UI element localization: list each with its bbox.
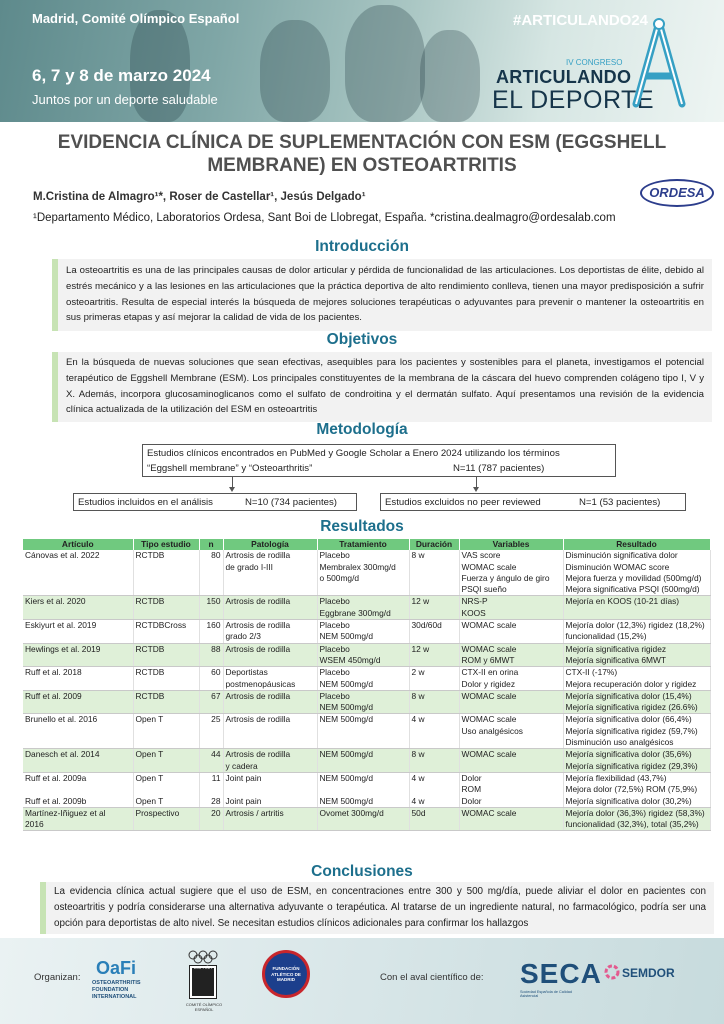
cell-line: WOMAC scale xyxy=(461,749,517,760)
cell-line: VAS score xyxy=(461,550,501,561)
table-cell-variables xyxy=(459,714,563,749)
intro-heading: Introducción xyxy=(315,238,409,255)
table-cell-treatment xyxy=(317,550,409,596)
cell-line: Dolor xyxy=(461,795,482,806)
cell-line: Placebo xyxy=(319,620,350,631)
cell-line: 2016 xyxy=(25,819,44,830)
table-cell-treatment xyxy=(317,667,409,691)
conclusions-heading: Conclusiones xyxy=(311,863,413,880)
header-organization: Madrid, Comité Olímpico Español xyxy=(32,11,240,26)
congress-title-line1: ARTICULANDO xyxy=(496,67,632,87)
cell-line: Ruff et al. 2009 xyxy=(25,690,82,701)
cell-line: NEM 500mg/d xyxy=(319,714,374,725)
cell-line: Placebo xyxy=(319,643,350,654)
cell-line xyxy=(136,784,197,795)
table-cell-article xyxy=(23,667,133,691)
cell-line: Joint pain xyxy=(225,772,262,783)
cell-line: 80 xyxy=(211,550,221,561)
cell-line: WOMAC scale xyxy=(461,807,517,818)
table-row xyxy=(23,749,710,773)
excluded-label: Estudios excluidos no peer reviewed xyxy=(385,497,541,508)
header-dates: 6, 7 y 8 de marzo 2024 xyxy=(32,66,211,85)
table-cell-result xyxy=(563,596,710,620)
congress-title-line2: EL DEPORTE xyxy=(492,86,654,114)
table-row xyxy=(23,807,710,831)
table-cell-type xyxy=(133,620,199,644)
cell-line: Fuerza y ángulo de giro xyxy=(461,572,550,583)
cell-line: Artrosis de rodilla xyxy=(225,714,291,725)
cell-line: Mejoría significativa 6MWT xyxy=(565,654,667,665)
cell-line: Mejora significativa PSQI (500mg/d) xyxy=(565,584,700,595)
table-cell-variables xyxy=(459,550,563,596)
cell-line: Open T xyxy=(135,795,164,806)
column-header: n xyxy=(199,539,223,550)
runner-silhouette xyxy=(260,20,330,122)
cell-line: Mejoría dolor (12,3%) rigidez (18,2%) xyxy=(565,620,705,631)
cell-line: Disminución WOMAC score xyxy=(565,561,670,572)
included-count: N=10 (734 pacientes) xyxy=(245,497,337,508)
cell-line: 28 xyxy=(211,795,221,806)
objectives-text: En la búsqueda de nuevas soluciones que sean efectivas, asequibles para los pacientes y sostenibles para el planeta, investigamos el potencial terapéutico de Eggshell Membrane (ESM). Los principales constituyentes de la membrana de la cáscara del huevo comprenden colágeno tipo I, V y X. Además, incorpora glucosaminoglicanos como el sulfato de condroitina y el dermatán sulfato. Aquí presentamos una revisión de la evidencia clínica actualizada de la utilización del ESM en osteoartritis xyxy=(66,357,704,416)
table-cell-pathology xyxy=(223,749,317,773)
search-box xyxy=(142,444,616,477)
column-header: Tratamiento xyxy=(317,539,409,550)
table-cell-variables xyxy=(459,690,563,714)
coe-label: ESPAÑA xyxy=(194,965,212,970)
table-cell-duration xyxy=(409,667,459,691)
cell-line: Eskiyurt et al. 2019 xyxy=(25,620,97,631)
column-header: Resultado xyxy=(563,539,710,550)
cell-line: Artrosis de rodilla xyxy=(225,690,291,701)
cell-line: Placebo xyxy=(319,550,350,561)
cell-line: 8 w xyxy=(411,690,425,701)
table-cell-duration xyxy=(409,643,459,667)
cell-line: Mejora fuerza y movilidad (500mg/d) xyxy=(565,572,702,583)
table-cell-result xyxy=(563,667,710,691)
cell-line: Disminución uso analgésicos xyxy=(565,737,674,748)
results-heading: Resultados xyxy=(320,518,404,535)
cell-line: Artrosis / artritis xyxy=(225,807,284,818)
cell-line: Mejoría significativa dolor (66,4%) xyxy=(565,714,692,725)
arrow-down-icon xyxy=(229,487,235,492)
cell-line: Joint pain xyxy=(225,795,262,806)
coe-subtitle: COMITÉ OLÍMPICO ESPAÑOL xyxy=(185,1002,223,1012)
cell-line: grado 2/3 xyxy=(225,631,261,642)
table-cell-duration xyxy=(409,596,459,620)
cell-line: WOMAC scale xyxy=(461,620,517,631)
table-cell-treatment xyxy=(317,807,409,831)
cell-line: Mejora dolor (72,5%) ROM (75,9%) xyxy=(565,784,698,795)
cell-line: postmenopáusicas xyxy=(225,678,296,689)
oafi-subtitle: OSTEOARTHRITIS FOUNDATION INTERNATIONAL xyxy=(92,980,141,1000)
table-cell-n xyxy=(199,714,223,749)
table-cell-pathology xyxy=(223,772,317,807)
ordesa-logo-text: ORDESA xyxy=(649,185,705,200)
header-hashtag: #ARTICULANDO24 xyxy=(512,12,648,29)
cell-line: Cánovas et al. 2022 xyxy=(25,550,100,561)
table-row xyxy=(23,596,710,620)
table-cell-type xyxy=(133,807,199,831)
table-cell-type xyxy=(133,690,199,714)
cell-line: Danesch et al. 2014 xyxy=(25,749,100,760)
intro-box xyxy=(52,259,712,331)
table-cell-treatment xyxy=(317,749,409,773)
table-cell-result xyxy=(563,690,710,714)
congress-label: IV CONGRESO xyxy=(566,58,623,67)
table-cell-n xyxy=(199,807,223,831)
header-motto: Juntos por un deporte saludable xyxy=(32,92,218,107)
authors: M.Cristina de Almagro¹*, Roser de Castellar¹, Jesús Delgado¹ xyxy=(33,191,366,203)
cell-line: NRS-P xyxy=(461,596,488,607)
table-cell-result xyxy=(563,807,710,831)
table-cell-result xyxy=(563,643,710,667)
cell-line: 4 w xyxy=(411,795,425,806)
cell-line: 12 w xyxy=(411,596,430,607)
cell-line: 67 xyxy=(211,690,221,701)
poster-title: EVIDENCIA CLÍNICA DE SUPLEMENTACIÓN CON ESM (EGGSHELL MEMBRANE) EN OSTEOARTRITIS xyxy=(57,132,667,176)
cell-line: NEM 500mg/d xyxy=(319,702,374,713)
intro-text: La osteoartritis es una de las principales causas de dolor articular y pérdida de funcionalidad de las articulaciones. Los deportistas de élite, debido al estrés mecánico y a las lesiones en las articulaciones que la práctica deportiva de alto rendimiento conlleva, tienen una mayor predisposición a sufrir osteoartritis. Resulta de especial interés la búsqueda de mejores soluciones terapéuticas o adyuvantes para prevenir o mantener la osteoartritis en sus primeras etapas y así mejorar la calidad de vida de los pacientes. xyxy=(66,265,704,324)
table-cell-type xyxy=(133,550,199,596)
table-cell-article xyxy=(23,690,133,714)
cell-line: Eggbrane 300mg/d xyxy=(319,607,391,618)
cell-line: Mejoría dolor (36,3%) rigidez (58,3%) xyxy=(565,807,705,818)
cell-line: Ovomet 300mg/d xyxy=(319,807,384,818)
table-cell-pathology xyxy=(223,596,317,620)
cell-line: WOMAC scale xyxy=(461,690,517,701)
cell-line: ROM xyxy=(461,784,482,795)
table-cell-article xyxy=(23,643,133,667)
cell-line: Open T xyxy=(135,749,164,760)
table-cell-duration xyxy=(409,620,459,644)
runner-silhouette xyxy=(420,30,480,122)
cell-line: RCTDB xyxy=(135,643,165,654)
cell-line: 50d xyxy=(411,807,426,818)
table-cell-duration xyxy=(409,749,459,773)
cell-line: RCTDB xyxy=(135,596,165,607)
cell-line: Hewlings et al. 2019 xyxy=(25,643,101,654)
table-cell-variables xyxy=(459,667,563,691)
table-cell-article xyxy=(23,550,133,596)
coe-shield-icon xyxy=(190,966,216,998)
table-cell-pathology xyxy=(223,643,317,667)
search-line2: “Eggshell membrane” y “Osteoarthritis” xyxy=(147,463,313,474)
cell-line: Mejoría flexibilidad (43,7%) xyxy=(565,772,667,783)
cell-line: 60 xyxy=(211,667,221,678)
cell-line: Ruff et al. 2009b xyxy=(25,795,87,806)
table-header-row xyxy=(23,539,710,550)
search-count: N=11 (787 pacientes) xyxy=(453,463,545,474)
cell-line: Artrosis de rodilla xyxy=(225,749,291,760)
objectives-heading: Objetivos xyxy=(326,331,398,348)
cell-line xyxy=(412,784,457,795)
cell-line: de grado I-III xyxy=(225,561,273,572)
table-cell-duration xyxy=(409,714,459,749)
cell-line: Placebo xyxy=(319,690,350,701)
cell-line: funcionalidad (32,3%), total (35,2%) xyxy=(565,819,699,830)
table-cell-type xyxy=(133,749,199,773)
cell-line: 25 xyxy=(211,714,221,725)
semdor-logo-icon xyxy=(604,964,620,980)
table-cell-result xyxy=(563,749,710,773)
table-cell-treatment xyxy=(317,643,409,667)
cell-line: WOMAC scale xyxy=(461,643,517,654)
cell-line: 88 xyxy=(211,643,221,654)
cell-line: 2 w xyxy=(411,667,425,678)
search-line1: Estudios clínicos encontrados en PubMed y Google Scholar a Enero 2024 utilizando los términos xyxy=(147,448,560,459)
cell-line: Dolor y rigidez xyxy=(461,678,516,689)
cell-line: ROM y 6MWT xyxy=(461,654,515,665)
cell-line: y cadera xyxy=(225,760,258,771)
semdor-logo-text: SEMDOR xyxy=(622,966,675,980)
cell-line xyxy=(202,784,221,795)
table-row xyxy=(23,714,710,749)
column-header: Tipo estudio xyxy=(133,539,199,550)
cell-line: Prospectivo xyxy=(135,807,180,818)
cell-line: CTX-II (-17%) xyxy=(565,667,618,678)
table-cell-n xyxy=(199,690,223,714)
runner-silhouette xyxy=(345,5,425,122)
cell-line: o 500mg/d xyxy=(319,572,360,583)
cell-line: NEM 500mg/d xyxy=(319,772,374,783)
column-header: Artículo xyxy=(23,539,133,550)
cell-line: RCTDB xyxy=(135,667,165,678)
cell-line: Uso analgésicos xyxy=(461,725,523,736)
affiliation: ¹Departamento Médico, Laboratorios Ordesa, Sant Boi de Llobregat, España. *cristina.dealmagro@ordesalab.com xyxy=(33,212,616,224)
cell-line: 11 xyxy=(211,772,221,783)
header-banner xyxy=(0,0,724,122)
table-cell-treatment xyxy=(317,772,409,807)
cell-line: Mejoría en KOOS (10-21 días) xyxy=(565,596,680,607)
table-cell-variables xyxy=(459,620,563,644)
table-cell-duration xyxy=(409,550,459,596)
table-cell-pathology xyxy=(223,807,317,831)
cell-line: Artrosis de rodilla xyxy=(225,620,291,631)
table-cell-type xyxy=(133,772,199,807)
table-cell-duration xyxy=(409,690,459,714)
conclusions-box xyxy=(40,882,714,934)
cell-line: Ruff et al. 2009a xyxy=(25,772,87,783)
column-header: Duración xyxy=(409,539,459,550)
cell-line: funcionalidad (15,2%) xyxy=(565,631,647,642)
olympic-rings-icon xyxy=(188,950,218,964)
cell-line: 20 xyxy=(211,807,221,818)
table-row xyxy=(23,643,710,667)
cell-line xyxy=(25,784,131,795)
cell-line: 4 w xyxy=(411,714,425,725)
organizers-label: Organizan: xyxy=(34,972,81,983)
cell-line: 160 xyxy=(206,620,221,631)
cell-line: Martínez-Iñiguez et al xyxy=(25,807,106,818)
table-cell-treatment xyxy=(317,620,409,644)
table-cell-article xyxy=(23,807,133,831)
cell-line: 4 w xyxy=(411,772,425,783)
cell-line: 30d/60d xyxy=(411,620,442,631)
cell-line: RCTDB xyxy=(135,690,165,701)
cell-line: Brunello et al. 2016 xyxy=(25,714,98,725)
table-cell-article xyxy=(23,714,133,749)
table-cell-duration xyxy=(409,807,459,831)
cell-line: RCTDBCross xyxy=(135,620,187,631)
fundacion-atletico-text: FUNDACIÓN ATLÉTICO DE MADRID xyxy=(271,966,301,982)
results-table xyxy=(23,539,711,831)
table-cell-n xyxy=(199,667,223,691)
methodology-heading: Metodología xyxy=(316,421,408,438)
table-row xyxy=(23,690,710,714)
ordesa-logo xyxy=(640,179,714,207)
cell-line: 8 w xyxy=(411,550,425,561)
table-cell-article xyxy=(23,749,133,773)
table-cell-pathology xyxy=(223,690,317,714)
cell-line: WSEM 450mg/d xyxy=(319,654,381,665)
table-cell-article xyxy=(23,596,133,620)
cell-line: CTX-II en orina xyxy=(461,667,519,678)
included-box xyxy=(73,493,357,511)
cell-line: 150 xyxy=(206,596,221,607)
cell-line: Open T xyxy=(135,772,164,783)
table-cell-variables xyxy=(459,772,563,807)
cell-line: NEM 500mg/d xyxy=(319,631,374,642)
cell-line: Membralex 300mg/d xyxy=(319,561,396,572)
table-cell-variables xyxy=(459,596,563,620)
cell-line: 12 w xyxy=(411,643,430,654)
cell-line: WOMAC scale xyxy=(461,714,517,725)
table-row xyxy=(23,667,710,691)
cell-line: Mejoría significativa rigidez (59,7%) xyxy=(565,725,698,736)
table-cell-n xyxy=(199,550,223,596)
table-cell-type xyxy=(133,643,199,667)
cell-line: Placebo xyxy=(319,596,350,607)
table-row xyxy=(23,772,710,807)
cell-line: 8 w xyxy=(411,749,425,760)
table-cell-result xyxy=(563,620,710,644)
cell-line: Mejoría significativa dolor (30,2%) xyxy=(565,795,692,806)
table-row xyxy=(23,620,710,644)
cell-line: Kiers et al. 2020 xyxy=(25,596,86,607)
excluded-box xyxy=(380,493,686,511)
cell-line: PSQI sueño xyxy=(461,584,507,595)
objectives-box xyxy=(52,352,712,422)
table-cell-result xyxy=(563,550,710,596)
results-table-body xyxy=(23,550,710,831)
table-cell-n xyxy=(199,620,223,644)
cell-line: NEM 500mg/d xyxy=(319,795,374,806)
column-header: Patología xyxy=(223,539,317,550)
cell-line: NEM 500mg/d xyxy=(319,749,374,760)
cell-line: Artrosis de rodilla xyxy=(225,643,291,654)
table-cell-result xyxy=(563,772,710,807)
seca-subtitle: Sociedad Española de Calidad Asistencial xyxy=(520,990,572,998)
oafi-logo-text: OaFi xyxy=(96,958,137,978)
cell-line: Dolor xyxy=(461,772,482,783)
table-cell-n xyxy=(199,749,223,773)
cell-line: 44 xyxy=(211,749,221,760)
cell-line: Open T xyxy=(135,714,164,725)
cell-line: Deportistas xyxy=(225,667,268,678)
cell-line: Mejoría significativa rigidez (26.6%) xyxy=(565,702,698,713)
table-cell-type xyxy=(133,714,199,749)
arrow-down-icon xyxy=(473,487,479,492)
table-cell-type xyxy=(133,667,199,691)
cell-line: Mejora recuperación dolor y rigidez xyxy=(565,678,697,689)
table-cell-treatment xyxy=(317,714,409,749)
cell-line: WOMAC scale xyxy=(461,561,517,572)
table-cell-article xyxy=(23,620,133,644)
cell-line: Artrosis de rodilla xyxy=(225,596,291,607)
congress-a-logo-icon xyxy=(628,18,690,110)
cell-line: Mejoría significativa rigidez xyxy=(565,643,667,654)
seca-logo-text: SECA xyxy=(520,958,602,989)
cell-line: Artrosis de rodilla xyxy=(225,550,291,561)
table-cell-n xyxy=(199,596,223,620)
cell-line xyxy=(226,784,315,795)
table-cell-article xyxy=(23,772,133,807)
table-cell-pathology xyxy=(223,550,317,596)
cell-line: RCTDB xyxy=(135,550,165,561)
table-cell-pathology xyxy=(223,714,317,749)
table-cell-treatment xyxy=(317,596,409,620)
conclusions-text: La evidencia clínica actual sugiere que el uso de ESM, en concentraciones entre 300 y 500 mg/día, puede aliviar el dolor en pacientes con osteoartritis y podría considerarse una alternativa adyuvante o terapéutica. Al tratarse de un ingrediente natural, no farmacológico, podría ser una opción para deportistas de alto nivel. Se necesitan estudios clínicos adicionales para confirmar los hallazgos xyxy=(54,886,706,929)
table-cell-variables xyxy=(459,749,563,773)
cell-line: Mejoría significativa dolor (15,4%) xyxy=(565,690,692,701)
excluded-count: N=1 (53 pacientes) xyxy=(579,497,661,508)
cell-line: Mejoría significativa rigidez (29,3%) xyxy=(565,760,698,771)
cell-line: Mejoría significativa dolor (35,6%) xyxy=(565,749,692,760)
included-label: Estudios incluidos en el análisis xyxy=(78,497,213,508)
table-cell-variables xyxy=(459,807,563,831)
table-row xyxy=(23,550,710,596)
cell-line: Placebo xyxy=(319,667,350,678)
cell-line: Ruff et al. 2018 xyxy=(25,667,82,678)
column-header: Variables xyxy=(459,539,563,550)
table-cell-variables xyxy=(459,643,563,667)
table-cell-treatment xyxy=(317,690,409,714)
cell-line: Disminución significativa dolor xyxy=(565,550,678,561)
endorsement-label: Con el aval científico de: xyxy=(380,972,484,983)
footer xyxy=(0,938,724,1024)
cell-line xyxy=(320,784,407,795)
table-cell-type xyxy=(133,596,199,620)
table-cell-pathology xyxy=(223,620,317,644)
cell-line: KOOS xyxy=(461,607,486,618)
table-cell-duration xyxy=(409,772,459,807)
table-cell-result xyxy=(563,714,710,749)
table-cell-n xyxy=(199,772,223,807)
table-cell-n xyxy=(199,643,223,667)
table-cell-pathology xyxy=(223,667,317,691)
cell-line: NEM 500mg/d xyxy=(319,678,374,689)
